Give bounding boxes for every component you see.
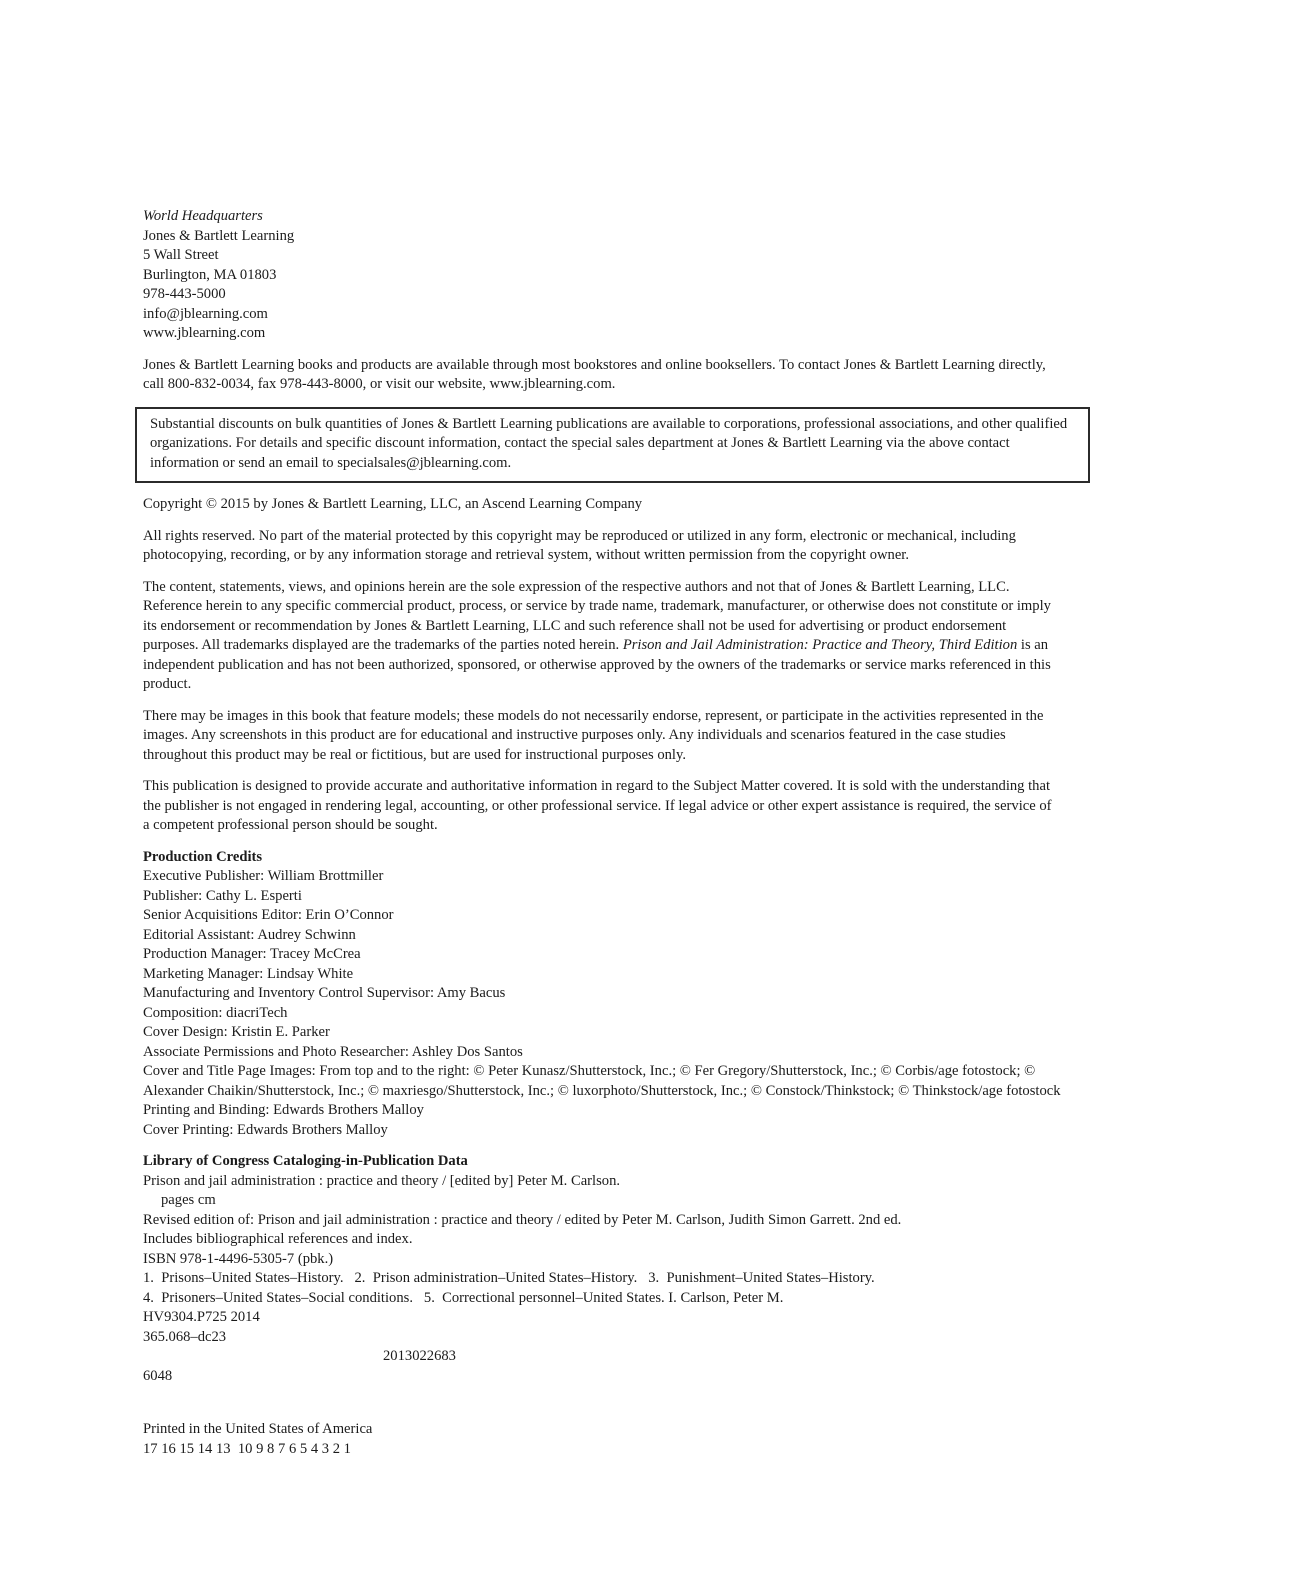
library-of-congress-data-line-8: HV9304.P725 2014 <box>143 1309 260 1325</box>
models-disclaimer-paragraph <box>143 707 1061 766</box>
text-run: is an independent publication and has not been authorized, sponsored, or otherwise approved by the owners of the trademarks or service marks referenced in this product. <box>143 637 1051 692</box>
library-of-congress-data-line-6: 1. Prisons–United States–History. 2. Prison administration–United States–History. 3. Punishment–United States–History. <box>143 1270 875 1286</box>
production-credits-line-10: Associate Permissions and Photo Researcher: Ashley Dos Santos <box>143 1043 523 1060</box>
copyright-statement-text <box>143 495 1061 515</box>
text-run: There may be images in this book that feature models; these models do not necessarily endorse, represent, or participate in the activities represented in the images. Any screenshots in this product are for educational and instructive purposes only. Any individuals and scenarios featured in the case studies throughout this product may be real or fictitious, but are used for instructional purposes only. <box>143 707 1044 763</box>
italic-text-run: Prison and Jail Administration: Practice and Theory, Third Edition <box>622 637 1018 653</box>
text-run: Copyright © 2015 by Jones & Bartlett Learning, LLC, an Ascend Learning Company <box>143 496 643 512</box>
production-credits-line-2: Publisher: Cathy L. Esperti <box>143 887 302 904</box>
library-of-congress-data-line-3: Revised edition of: Prison and jail administration : practice and theory / edited by Peter M. Carlson, Judith Simon Garrett. 2nd ed. <box>143 1211 902 1228</box>
bulk-discount-notice <box>135 407 1090 484</box>
production-credits-line-6: Marketing Manager: Lindsay White <box>143 965 354 982</box>
trademark-disclaimer-paragraph-text <box>143 578 1061 695</box>
bulk-discount-notice-text <box>150 415 1072 474</box>
production-credits <box>143 848 1061 1141</box>
page-content <box>143 207 1068 1471</box>
text-run: The content, statements, views, and opinions herein are the sole expression of the respective authors and not that of Jones & Bartlett Learning, LLC. Reference herein to any specific commercial product, process, or service by trade name, trademark, manufacturer, or otherwise does not constitute or imply its endorsement or recommendation by Jones & Bartlett Learning, LLC and such reference shall not be used for advertising or product endorsement purposes. All trademarks displayed are the trademarks of the parties noted herein. <box>143 578 1051 653</box>
printing-info <box>143 1420 1061 1459</box>
production-credits-line-9: Cover Design: Kristin E. Parker <box>143 1024 330 1040</box>
trademark-disclaimer-paragraph <box>143 578 1061 695</box>
publisher-address-line-2: Jones & Bartlett Learning <box>143 227 295 244</box>
publisher-address-line-1: World Headquarters <box>143 208 263 224</box>
availability-paragraph <box>143 356 1061 395</box>
professional-service-disclaimer-paragraph-text <box>143 777 1061 836</box>
professional-service-disclaimer-paragraph <box>143 777 1061 836</box>
printing-info-line-1: Printed in the United States of America <box>143 1421 373 1437</box>
availability-paragraph-text <box>143 356 1061 395</box>
library-of-congress-data-line-10: 2013022683 <box>383 1348 456 1364</box>
publisher-address-line-4: Burlington, MA 01803 <box>143 266 277 283</box>
publisher-address-line-7: www.jblearning.com <box>143 325 266 341</box>
models-disclaimer-paragraph-text <box>143 707 1061 766</box>
production-credits-line-7: Manufacturing and Inventory Control Supervisor: Amy Bacus <box>143 985 506 1001</box>
production-credits-line-13: Cover Printing: Edwards Brothers Malloy <box>143 1121 388 1138</box>
library-of-congress-data-line-9: 365.068–dc23 <box>143 1328 227 1345</box>
printing-info-line-2: 17 16 15 14 13 10 9 8 7 6 5 4 3 2 1 <box>143 1440 351 1457</box>
bottom-gap <box>143 1398 1061 1420</box>
production-credits-line-1: Executive Publisher: William Brottmiller <box>143 868 384 884</box>
production-credits-line-4: Editorial Assistant: Audrey Schwinn <box>143 926 356 943</box>
text-run: Substantial discounts on bulk quantities of Jones & Bartlett Learning publications are available to corporations, professional associations, and other qualified organizations. For details and specific discount information, contact the special sales department at Jones & Bartlett Learning via the above contact information or send an email to specialsales@jblearning.com. <box>150 415 1068 471</box>
text-run: All rights reserved. No part of the material protected by this copyright may be reproduced or utilized in any form, electronic or mechanical, including photocopying, recording, or by any information storage and retrieval system, without written permission from the copyright owner. <box>143 527 1016 563</box>
publisher-address-line-3: 5 Wall Street <box>143 247 219 263</box>
library-of-congress-data <box>143 1152 1061 1386</box>
library-of-congress-data-line-11: 6048 <box>143 1367 173 1384</box>
copyright-statement <box>143 495 1061 515</box>
publisher-address <box>143 207 1061 344</box>
text-run: Jones & Bartlett Learning books and products are available through most bookstores and online booksellers. To contact Jones & Bartlett Learning directly, call 800-832-0034, fax 978-443-8000, or visit our website, www.jblearning.com. <box>143 356 1046 392</box>
text-run: This publication is designed to provide accurate and authoritative information in regard to the Subject Matter covered. It is sold with the understanding that the publisher is not engaged in rendering legal, accounting, or other professional service. If legal advice or other expert assistance is required, the service of a competent professional person should be sought. <box>143 778 1052 833</box>
library-of-congress-data-line-2: pages cm <box>161 1192 216 1208</box>
library-of-congress-data-heading: Library of Congress Cataloging-in-Publication Data <box>143 1153 468 1169</box>
rights-reserved-paragraph <box>143 527 1061 566</box>
library-of-congress-data-line-5: ISBN 978-1-4496-5305-7 (pbk.) <box>143 1250 334 1267</box>
production-credits-heading: Production Credits <box>143 848 263 865</box>
production-credits-line-5: Production Manager: Tracey McCrea <box>143 946 361 962</box>
production-credits-line-3: Senior Acquisitions Editor: Erin O’Connor <box>143 907 394 923</box>
library-of-congress-data-line-1: Prison and jail administration : practice and theory / [edited by] Peter M. Carlson. <box>143 1172 621 1189</box>
publisher-address-line-5: 978-443-5000 <box>143 286 226 302</box>
library-of-congress-data-line-4: Includes bibliographical references and index. <box>143 1231 413 1247</box>
production-credits-line-12: Printing and Binding: Edwards Brothers Malloy <box>143 1102 424 1118</box>
production-credits-line-11: Cover and Title Page Images: From top and to the right: © Peter Kunasz/Shutterstock, Inc.; © Fer Gregory/Shutterstock, Inc.; © Corbis/age fotostock; © Alexander Chaikin/Shutterstock, Inc.; © maxriesgo/Shutterstock, Inc.; © luxorphoto/Shutterstock, Inc.; © Constock/Thinkstock; © Thinkstock/age fotostock <box>143 1063 1061 1099</box>
rights-reserved-paragraph-text <box>143 527 1061 566</box>
production-credits-line-8: Composition: diacriTech <box>143 1004 288 1021</box>
publisher-address-line-6: info@jblearning.com <box>143 305 268 322</box>
library-of-congress-data-line-7: 4. Prisoners–United States–Social conditions. 5. Correctional personnel–United States. I. Carlson, Peter M. <box>143 1289 784 1306</box>
